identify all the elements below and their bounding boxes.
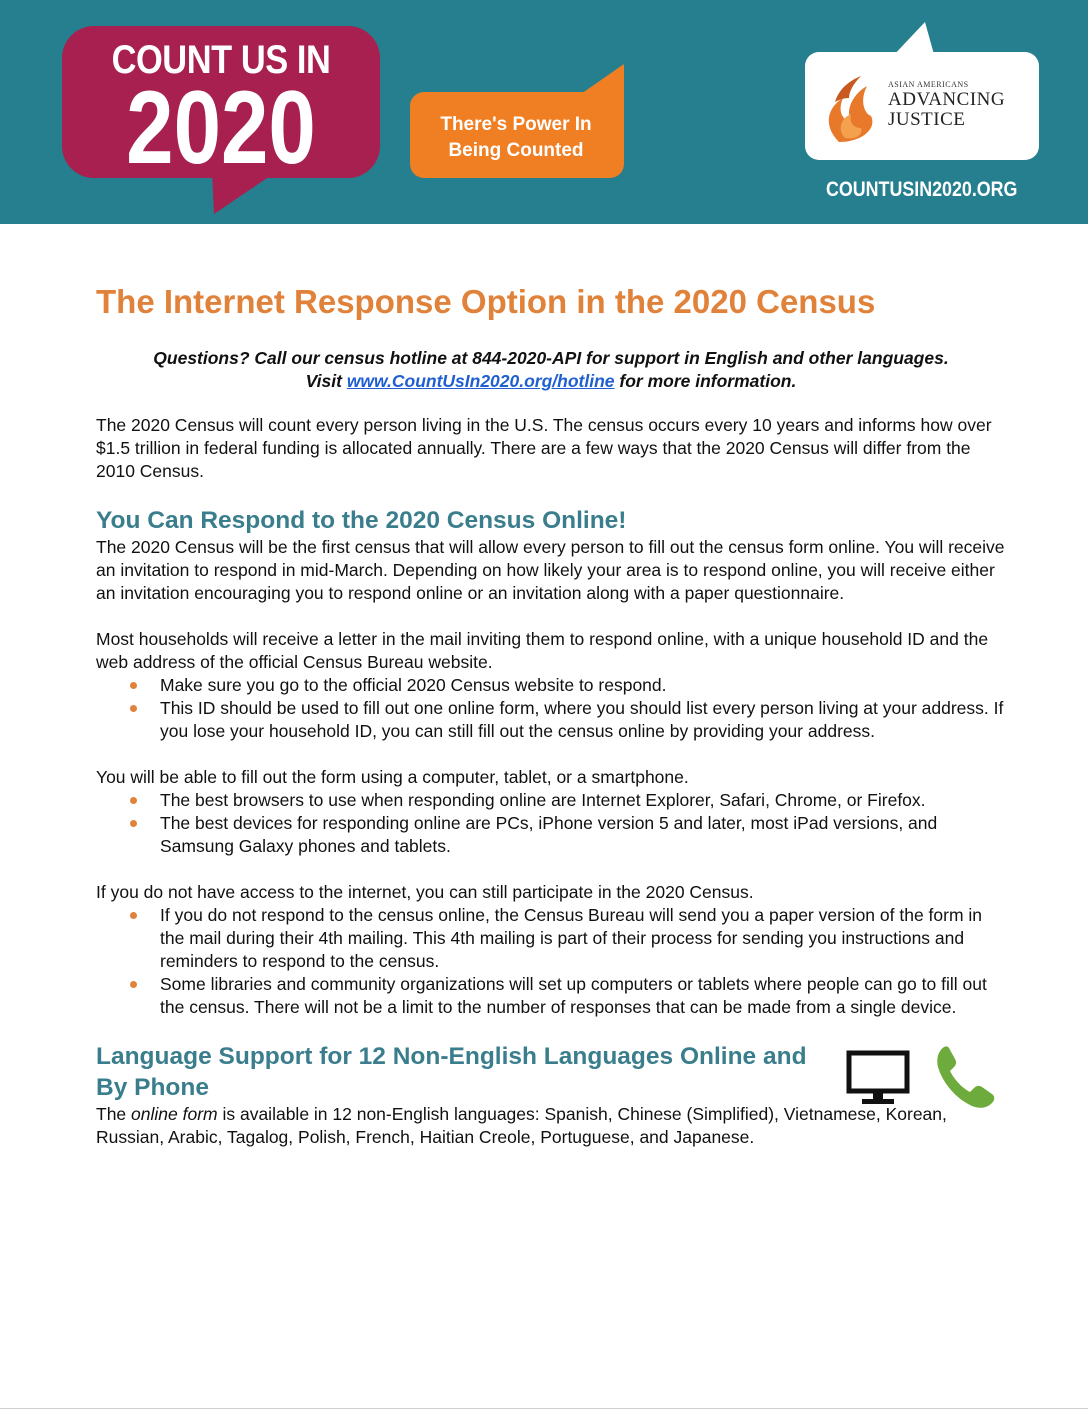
language-text-suffix: is available in 12 non-English languages: Spanish, Chinese (Simplified), Vietnamese, Korean, Russian, Arabic, Tagalog, Polish, French, Haitian Creole, Portuguese, and Japanese. xyxy=(96,1104,947,1147)
hotline-visit-line xyxy=(96,370,1006,393)
language-section xyxy=(96,1041,1006,1149)
count-us-in-text: COUNT US IN xyxy=(111,38,331,82)
year-2020-text: 2020 xyxy=(126,70,316,186)
page-title: The Internet Response Option in the 2020 Census xyxy=(96,283,876,320)
bullet-list-devices xyxy=(96,789,1006,858)
header-banner xyxy=(0,0,1088,224)
page-bottom-divider xyxy=(0,1408,1088,1409)
aaj-subtitle: ASIAN AMERICANS xyxy=(888,80,969,89)
list-item: Make sure you go to the official 2020 Census website to respond. xyxy=(160,674,1006,697)
list-item: If you do not respond to the census online, the Census Bureau will send you a paper version of the form in the mail during their 4th mailing. This 4th mailing is part of their process for sending you instructions and reminders to respond to the census. xyxy=(160,904,1006,973)
aaj-line-2: JUSTICE xyxy=(888,109,966,130)
list-item: The best devices for responding online are PCs, iPhone version 5 and later, most iPad versions, and Samsung Galaxy phones and tablets. xyxy=(160,812,1006,858)
list-item: Some libraries and community organizations will set up computers or tablets where people can go to fill out the census. There will not be a limit to the number of responses that can be made from a single device. xyxy=(160,973,1006,1019)
intro-paragraph: The 2020 Census will count every person living in the U.S. The census occurs every 10 years and informs how over $1.5 trillion in federal funding is allocated annually. There are a few ways that the 2020 Census will differ from the 2010 Census. xyxy=(96,415,992,481)
hotline-link[interactable]: www.CountUsIn2020.org/hotline xyxy=(346,371,615,391)
power-bubble xyxy=(410,62,626,180)
aaj-line-1: ADVANCING xyxy=(888,89,1006,110)
language-text-prefix: The xyxy=(96,1104,132,1124)
list-item: This ID should be used to fill out one online form, where you should list every person living at your address. If you lose your household ID, you can still fill out the census online by providing your address. xyxy=(160,697,1006,743)
bullet-list-household xyxy=(96,674,1006,743)
visit-prefix: Visit xyxy=(305,371,347,391)
document-body xyxy=(96,276,1006,1149)
online-paragraph-2: Most households will receive a letter in the mail inviting them to respond online, with a unique household ID and the web address of the official Census Bureau website. xyxy=(96,629,989,672)
online-paragraph-4: If you do not have access to the internet, you can still participate in the 2020 Census. xyxy=(96,882,754,902)
monitor-icon xyxy=(846,1050,910,1108)
power-tagline xyxy=(410,112,622,164)
power-line-2: Being Counted xyxy=(448,140,584,161)
online-paragraph-1: The 2020 Census will be the first census that will allow every person to fill out the census form online. You will receive an invitation to respond in mid-March. Depending on how likely your area is to respond online, you will receive either an invitation encouraging you to respond online or an invitation along with a paper questionnaire. xyxy=(96,537,1005,603)
site-url[interactable]: COUNTUSIN2020.ORG xyxy=(826,178,1018,201)
aaj-name xyxy=(888,90,1005,130)
hotline-notice xyxy=(96,347,1006,393)
power-line-1: There's Power In xyxy=(440,114,592,135)
visit-suffix: for more information. xyxy=(614,371,797,391)
phone-icon xyxy=(934,1045,996,1111)
online-form-emphasis: online form xyxy=(131,1104,218,1124)
list-item: The best browsers to use when responding online are Internet Explorer, Safari, Chrome, or Firefox. xyxy=(160,789,1006,812)
hotline-line: Questions? Call our census hotline at 844-2020-API for support in English and other languages. xyxy=(153,348,949,368)
online-paragraph-3: You will be able to fill out the form using a computer, tablet, or a smartphone. xyxy=(96,767,689,787)
section-heading-online: You Can Respond to the 2020 Census Online! xyxy=(96,507,627,534)
section-heading-language: Language Support for 12 Non-English Languages Online and By Phone xyxy=(96,1043,807,1101)
count-us-in-logo xyxy=(62,26,380,216)
language-paragraph xyxy=(96,1103,1006,1149)
bullet-list-no-internet xyxy=(96,904,1006,1019)
